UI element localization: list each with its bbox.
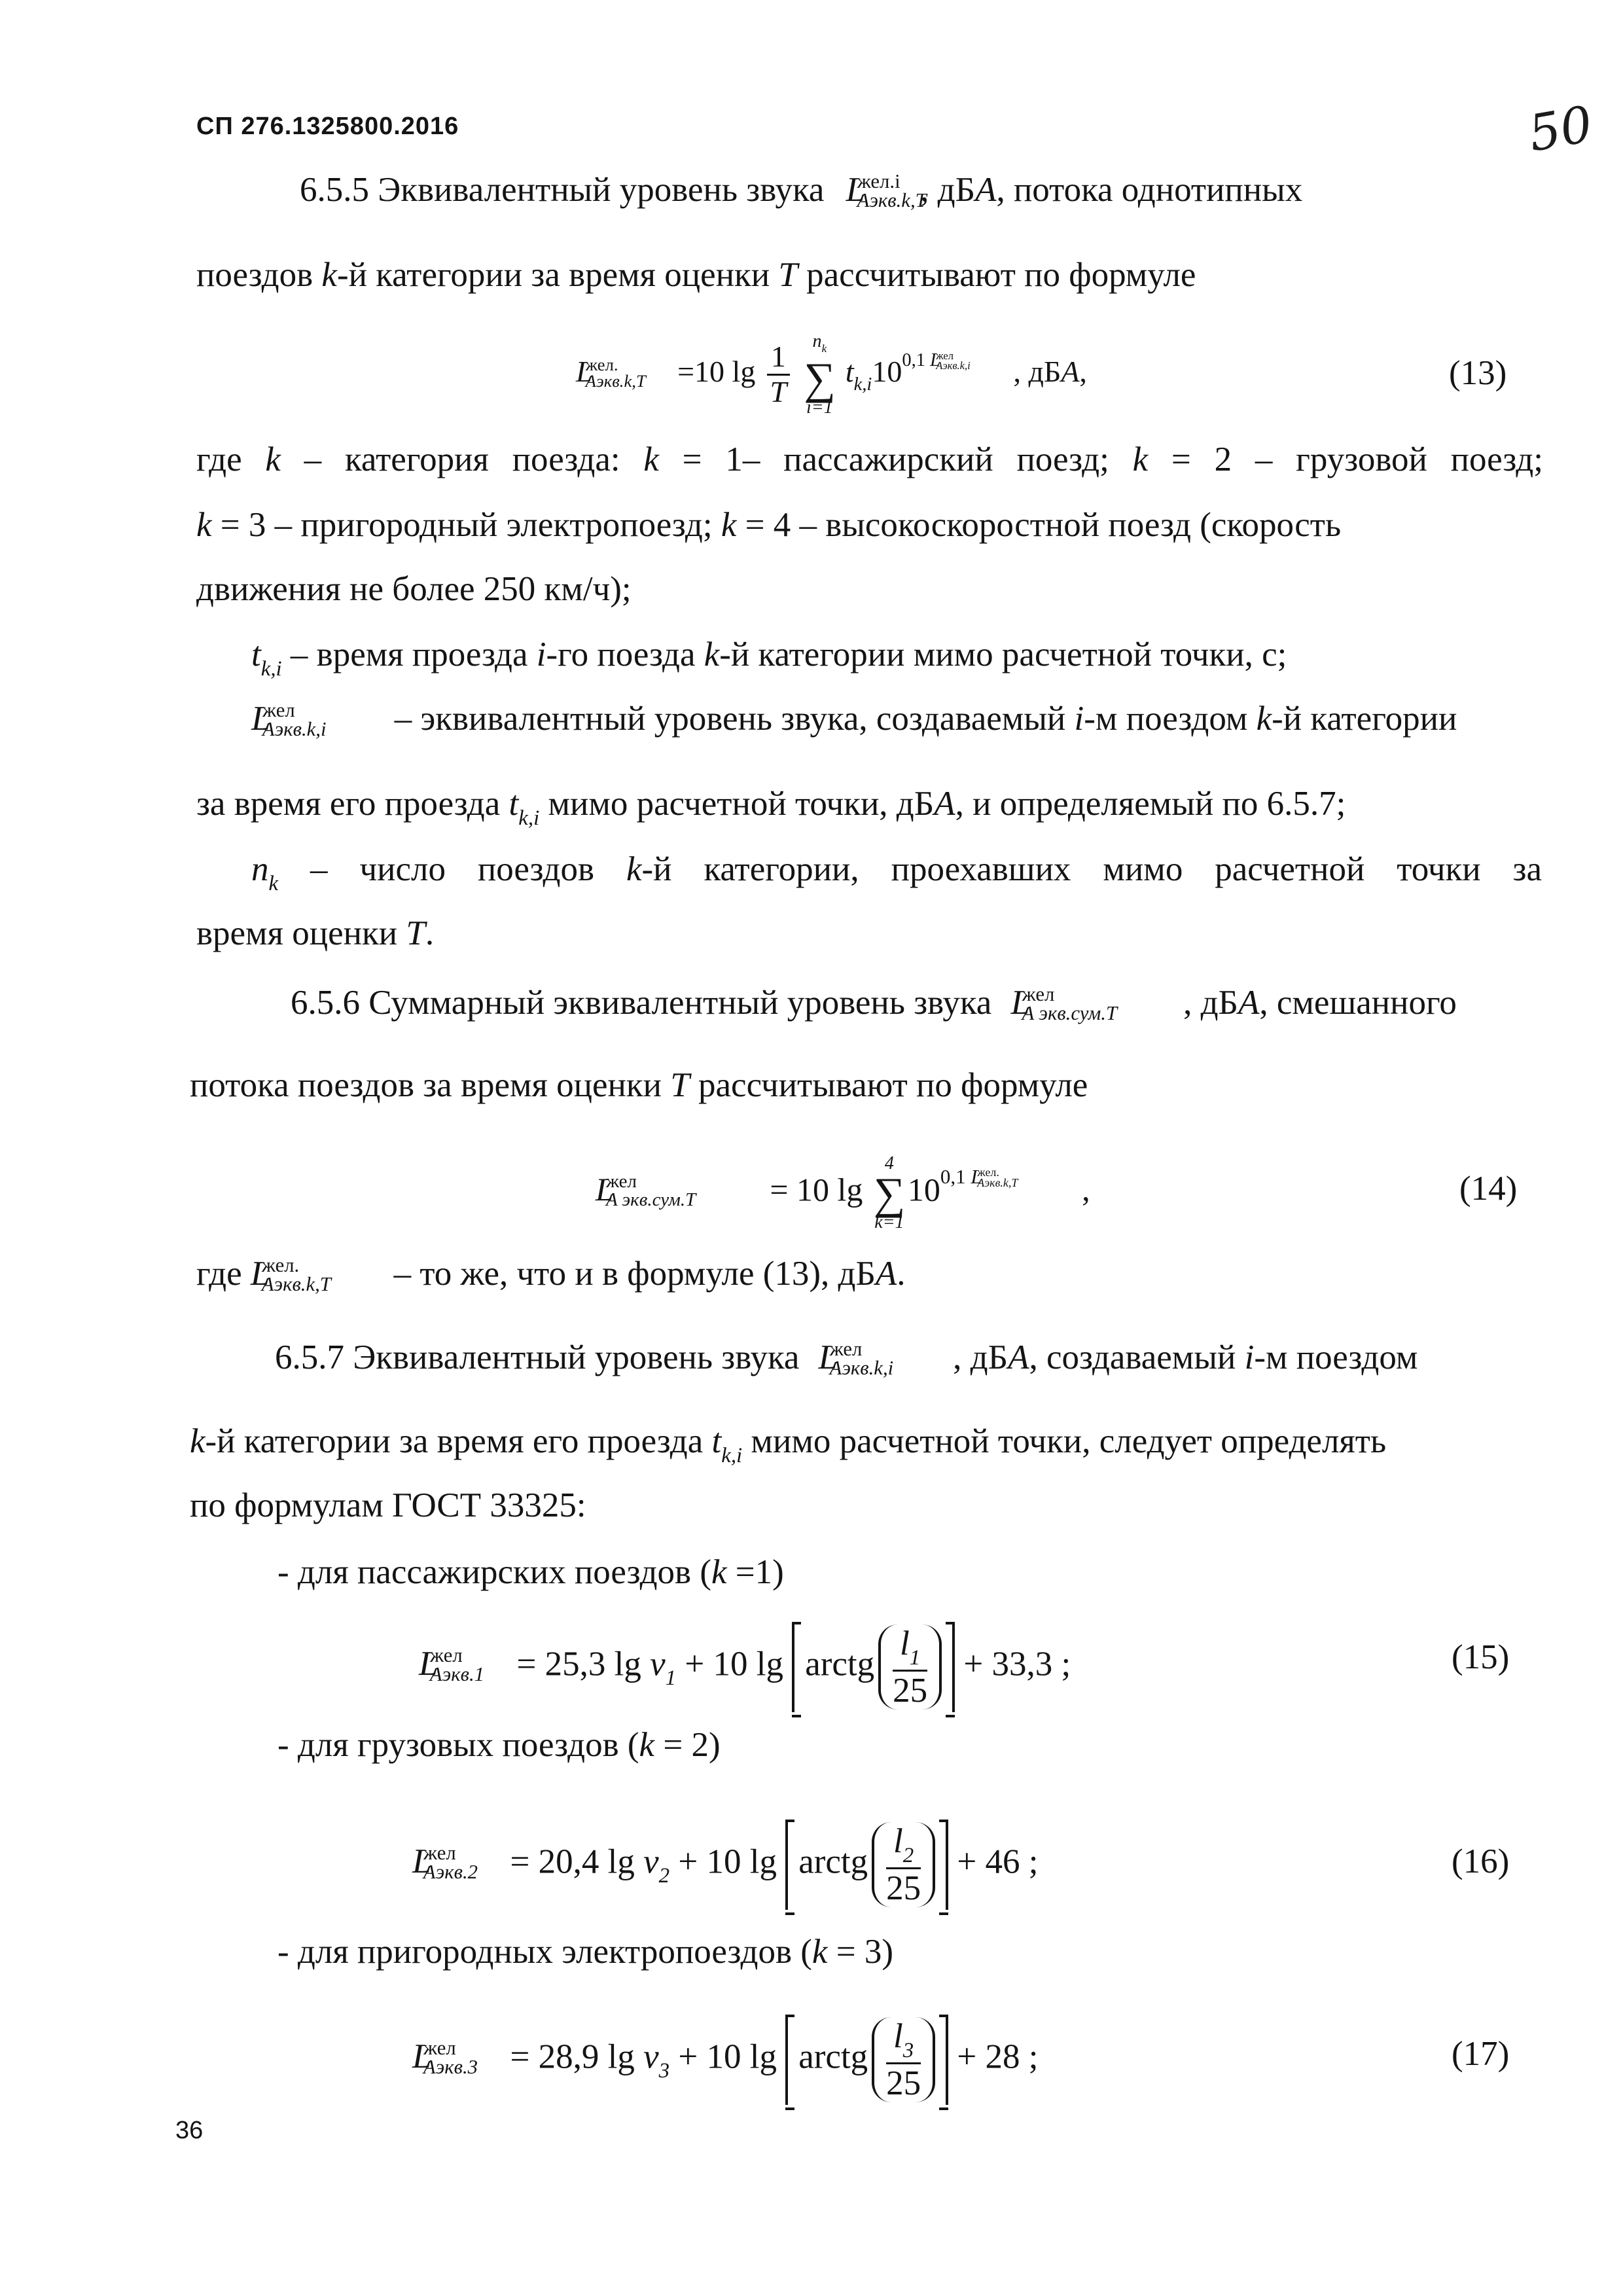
sym-sup: жел. [977, 1165, 999, 1179]
text: t [711, 1422, 722, 1460]
text: k [704, 636, 720, 673]
section-6-5-7-line-2 [190, 1420, 1386, 1477]
formula-text: = 25,3 lg [516, 1645, 651, 1683]
sym-L: L [846, 171, 866, 209]
text: рассчитывают по формуле [797, 256, 1196, 294]
text: -й категории, проехавших мимо расчетной точки за [641, 850, 1542, 888]
section-6-5-6-line-1 [291, 982, 1457, 1024]
where-14 [196, 1253, 906, 1295]
equation-number-16: (16) [1452, 1842, 1510, 1880]
sym-sub: Aэкв.k,i [262, 717, 327, 740]
text: = 4 – высокоскоростной поезд (скорость [736, 506, 1342, 544]
text: -м поездом [1084, 700, 1257, 738]
text: – категория поезда: [280, 440, 644, 478]
sym-sup: жел [423, 2037, 456, 2060]
sym-sup: жел [936, 349, 954, 362]
text: за время его проезда [196, 785, 509, 823]
formula-tail: , [1082, 1171, 1090, 1208]
text: – число поездов [278, 850, 626, 888]
text: – время проезда [281, 636, 537, 673]
symbol-L-zhel-ki [930, 340, 971, 382]
equation-number-13: (13) [1449, 354, 1507, 392]
sym-sub: Aэкв.k,T [585, 370, 646, 391]
frac-l: l [893, 1822, 903, 1860]
sym-sub: Aэкв.k,T [857, 188, 927, 211]
text: A [975, 171, 997, 209]
case-freight [277, 1724, 721, 1766]
formula-v: v [643, 1842, 659, 1881]
sigma: ∑ [873, 1168, 906, 1218]
sum-top: 4 [884, 1153, 894, 1174]
formula-v-sub: 2 [658, 1864, 670, 1888]
text: A [1008, 1338, 1029, 1376]
sym-sub: Aэкв.k,T [977, 1176, 1018, 1190]
sym-sub: Aэкв.k,i [936, 359, 971, 372]
equation-number-17: (17) [1452, 2035, 1510, 2073]
frac-num [893, 1624, 927, 1672]
formula-v: v [650, 1645, 666, 1683]
text: , создаваемый [1029, 1338, 1245, 1376]
sym-sup: жел [429, 1644, 463, 1667]
text: , дБ [1183, 984, 1238, 1022]
fraction [886, 1822, 921, 1907]
formula-v: v [643, 2037, 659, 2076]
text: 6.5.6 Суммарный эквивалентный уровень звука [291, 984, 992, 1022]
sym-L: L [419, 1645, 438, 1683]
symbol-L-zhel-kT [576, 351, 646, 393]
fraction [767, 340, 790, 408]
text: , дБ [953, 1338, 1008, 1376]
def-t [251, 634, 1287, 690]
text: где [196, 1255, 251, 1293]
sym-sub: Aэкв.k,T [261, 1272, 331, 1295]
sym-L: L [1010, 984, 1031, 1022]
sym-sup: жел.i [857, 170, 901, 193]
arctg: arctg [805, 1645, 875, 1683]
formula-base: 10 [872, 354, 902, 388]
text: - для пригородных электропоездов ( [277, 1933, 812, 1971]
formula-text: = 28,9 lg [510, 2037, 644, 2076]
text: -й категории за время его проезда [205, 1422, 712, 1460]
fraction [893, 1624, 927, 1710]
parenthesis [878, 1624, 942, 1710]
sym-L: L [596, 1171, 614, 1208]
text: k [626, 850, 642, 888]
def-k-line-2 [196, 504, 1341, 546]
formula-16 [412, 1820, 1039, 1910]
text: , и определяемый по 6.5.7; [955, 785, 1346, 823]
text: k [268, 871, 279, 895]
summation [804, 332, 835, 417]
frac-den: T [770, 374, 787, 408]
text: k [639, 1726, 655, 1764]
text: A [875, 1255, 897, 1293]
text: T [406, 914, 425, 952]
sym-sup: жел [262, 699, 295, 722]
def-L-line-2 [196, 783, 1346, 839]
frac-num [886, 2017, 921, 2064]
fraction [886, 2017, 921, 2102]
frac-num [886, 1822, 921, 1869]
sym-sub: A экв.сум.T [1022, 1001, 1118, 1024]
sum-top-sub: k [821, 342, 827, 355]
sym-sup: жел. [585, 354, 618, 374]
text: i [1074, 700, 1084, 738]
text: k [643, 440, 659, 478]
sym-L: L [576, 354, 593, 388]
text: = 2 – грузовой поезд; [1148, 440, 1543, 478]
summation [874, 1155, 905, 1232]
frac-l-sub: 3 [902, 2038, 914, 2062]
def-n-line-1 [251, 848, 1542, 905]
formula-tail: + 33,3 ; [963, 1645, 1071, 1683]
text: – эквивалентный уровень звука, создаваемый [385, 700, 1075, 738]
text: = 3) [827, 1933, 893, 1971]
exponent [902, 350, 1006, 370]
sym-L: L [251, 700, 271, 738]
frac-den: 25 [886, 1869, 921, 1907]
text: -й категории [1272, 700, 1457, 738]
section-6-5-5-line-2 [196, 254, 1196, 296]
sym-sup: жел. [261, 1254, 300, 1277]
text: . [897, 1255, 906, 1293]
sum-bot: k=1 [874, 1212, 904, 1232]
document-code: СП 276.1325800.2016 [196, 113, 459, 140]
text: . [425, 914, 435, 952]
formula-text: =10 lg [677, 354, 756, 388]
formula-14 [596, 1155, 1090, 1232]
symbol-L-zhel-ki [251, 698, 327, 740]
text: k,i [260, 656, 282, 681]
text: рассчитывают по формуле [689, 1066, 1088, 1104]
text: =1) [726, 1553, 784, 1591]
exponent [940, 1165, 1061, 1188]
text: = 1– пассажирский поезд; [658, 440, 1133, 478]
sigma: ∑ [804, 353, 836, 403]
text: - для пассажирских поездов ( [277, 1553, 711, 1591]
text: i [1244, 1338, 1255, 1376]
symbol-L-zhel-ki [818, 1336, 894, 1379]
equation-number-15: (15) [1452, 1638, 1510, 1676]
text: - для грузовых поездов ( [277, 1726, 639, 1764]
text: мимо расчетной точки, следует определять [742, 1422, 1387, 1460]
formula-v-sub: 1 [665, 1666, 677, 1691]
sym-sup: жел [1022, 983, 1055, 1006]
sym-sup: жел [423, 1842, 456, 1865]
def-n-line-2 [196, 912, 434, 954]
formula-unit-it: A [1061, 354, 1080, 388]
section-6-5-7-line-3: по формулам ГОСТ 33325: [190, 1486, 586, 1524]
symbol-L-zhel-3 [412, 2036, 478, 2079]
formula-t: t [845, 354, 854, 388]
frac-num: 1 [767, 340, 790, 376]
sym-L: L [412, 2037, 432, 2076]
symbol-L-zhel-1 [419, 1643, 485, 1686]
case-suburban [277, 1931, 893, 1973]
def-k-line-1 [196, 439, 1543, 480]
text: k [711, 1553, 727, 1591]
exp-coef: 0,1 [902, 350, 925, 370]
handwritten-page-number: 50 [1524, 94, 1597, 163]
text: i [536, 636, 546, 673]
symbol-L-zhel-sumT [1010, 982, 1118, 1024]
text: k [190, 1422, 205, 1460]
symbol-L-zhel-kT [250, 1253, 331, 1295]
text: A [934, 785, 955, 823]
text: где [196, 440, 266, 478]
text: мимо расчетной точки, дБ [539, 785, 935, 823]
text: , дБ [920, 171, 976, 209]
formula-text: + 10 lg [678, 2037, 777, 2076]
text: k [196, 506, 212, 544]
formula-unit-end: , [1079, 354, 1087, 388]
formula-tail: + 28 ; [957, 2037, 1039, 2076]
text: = 3 – пригородный электропоезд; [211, 506, 721, 544]
sym-L: L [818, 1338, 838, 1376]
sym-sub: A экв.сум.T [605, 1189, 696, 1210]
sym-L: L [971, 1165, 982, 1189]
text: k [265, 440, 281, 478]
symbol-L-zhel-kT [971, 1156, 1018, 1198]
square-bracket [792, 1622, 955, 1712]
formula-v-sub: 3 [658, 2059, 670, 2083]
equation-number-14: (14) [1459, 1170, 1518, 1208]
square-bracket [785, 1820, 948, 1910]
symbol-L-zhel-sumT [596, 1168, 696, 1210]
formula-13 [576, 332, 1087, 417]
text: -й категории мимо расчетной точки, с; [719, 636, 1287, 673]
sym-sub: Aэкв.3 [423, 2056, 478, 2079]
frac-den: 25 [886, 2064, 921, 2102]
frac-den: 25 [893, 1671, 928, 1710]
sym-L: L [930, 350, 940, 370]
text: k,i [518, 806, 540, 830]
formula-text: = 20,4 lg [510, 1842, 644, 1881]
text: k,i [721, 1443, 743, 1467]
text: 6.5.5 Эквивалентный уровень звука [300, 171, 825, 209]
frac-l: l [893, 2017, 903, 2055]
parenthesis [872, 2017, 935, 2102]
formula-tail: + 46 ; [957, 1842, 1039, 1881]
text: , потока однотипных [996, 171, 1303, 209]
text: k [1132, 440, 1149, 478]
text: k [812, 1933, 828, 1971]
text: t [251, 636, 261, 673]
text: -м поездом [1254, 1338, 1418, 1376]
page-number: 36 [175, 2117, 204, 2144]
text: k [721, 506, 737, 544]
sym-L: L [412, 1842, 432, 1881]
section-6-5-7-line-1 [275, 1336, 1418, 1378]
sym-sub: Aэкв.1 [429, 1663, 485, 1686]
text: потока поездов за время оценки [190, 1066, 671, 1104]
arctg: arctg [798, 2037, 868, 2076]
sym-L: L [250, 1255, 270, 1293]
sym-sub: Aэкв.k,i [829, 1356, 894, 1379]
text: 6.5.7 Эквивалентный уровень звука [275, 1338, 800, 1376]
frac-l: l [900, 1624, 910, 1662]
text: время оценки [196, 914, 406, 952]
text: k [321, 256, 337, 294]
square-bracket [785, 2015, 948, 2105]
parenthesis [872, 1822, 935, 1907]
text: = 2) [654, 1726, 721, 1764]
frac-l-sub: 1 [909, 1645, 921, 1670]
text: , смешанного [1259, 984, 1457, 1022]
text: T [778, 256, 798, 294]
text: -го поезда [546, 636, 704, 673]
arctg: arctg [798, 1842, 868, 1881]
text: A [1238, 984, 1260, 1022]
text: n [251, 850, 269, 888]
formula-15 [419, 1622, 1071, 1712]
formula-t-sub: k,i [853, 374, 872, 395]
text: -й категории за время оценки [336, 256, 779, 294]
formula-unit: , дБ [1013, 354, 1061, 388]
text: поездов [196, 256, 322, 294]
frac-l-sub: 2 [902, 1843, 914, 1867]
sym-sup: жел [829, 1338, 863, 1361]
sum-bot: i=1 [806, 397, 833, 418]
sym-sub: Aэкв.2 [423, 1861, 478, 1884]
text: k [1256, 700, 1272, 738]
symbol-L-zhel-kT [846, 169, 927, 211]
exp-coef: 0,1 [940, 1165, 966, 1189]
formula-base: 10 [907, 1171, 940, 1208]
def-L-line-1 [251, 698, 1457, 740]
section-6-5-5-line-1 [300, 169, 1302, 211]
case-passenger [277, 1551, 784, 1593]
def-k-line-3: движения не более 250 км/ч); [196, 570, 632, 608]
text: T [670, 1066, 690, 1104]
text: t [508, 785, 519, 823]
symbol-L-zhel-2 [412, 1840, 478, 1884]
section-6-5-6-line-2 [190, 1064, 1088, 1106]
text: – то же, что и в формуле (13), дБ [385, 1255, 876, 1293]
formula-text: + 10 lg [685, 1645, 783, 1683]
sum-top-n: n [812, 331, 822, 351]
formula-text: + 10 lg [678, 1842, 777, 1881]
formula-text: = 10 lg [770, 1171, 863, 1208]
sym-sup: жел [605, 1171, 637, 1193]
formula-17 [412, 2015, 1039, 2105]
